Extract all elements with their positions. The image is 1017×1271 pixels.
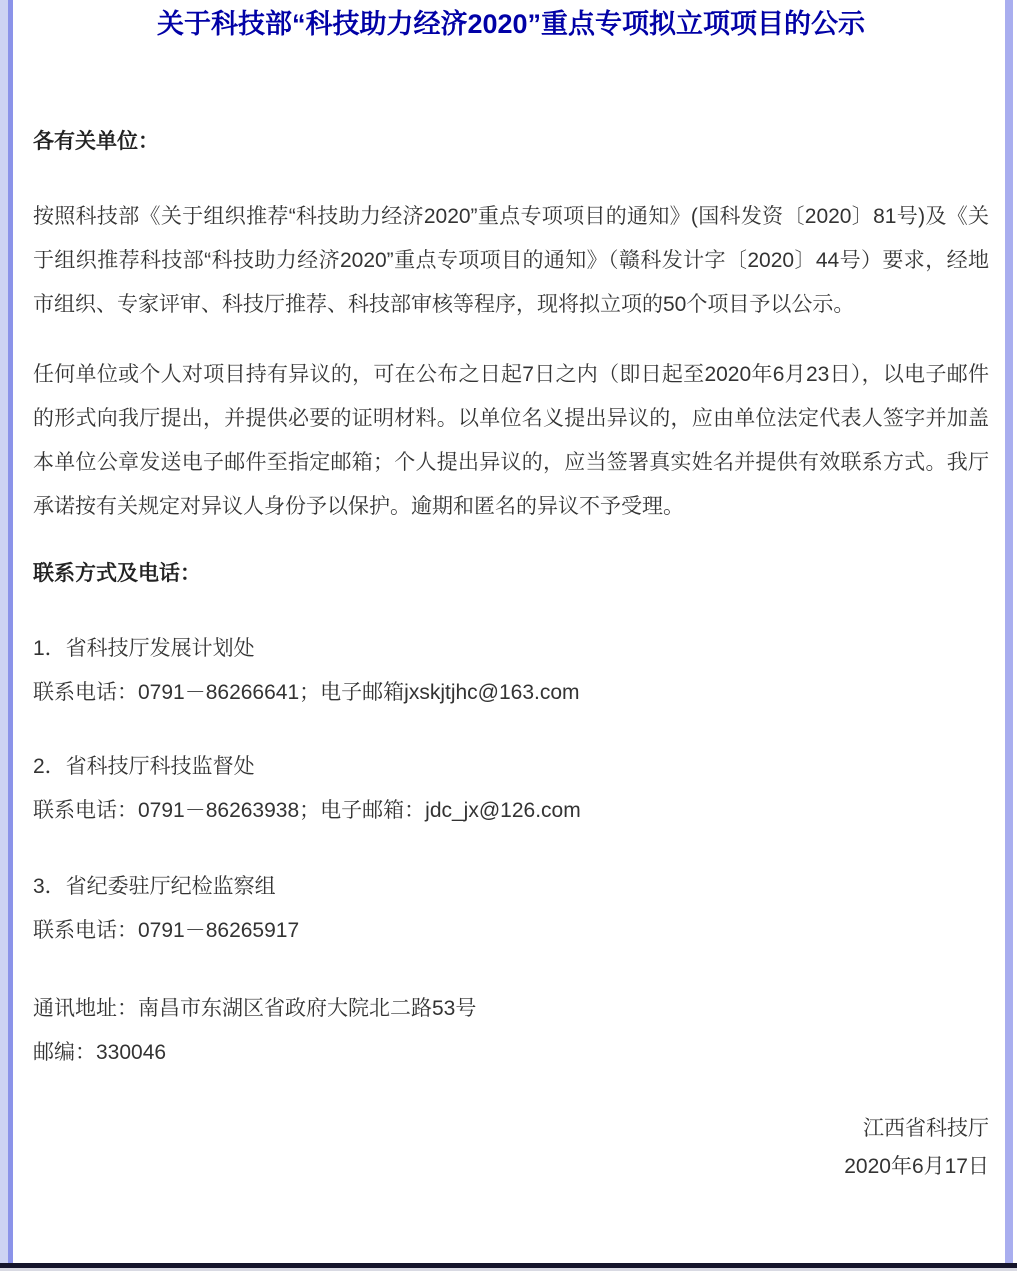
signature-date: 2020年6月17日 — [844, 1155, 989, 1178]
contact-detail: 联系电话：0791－86263938；电子邮箱：jdc_jx@126.com — [33, 799, 581, 822]
paragraph-basis: 按照科技部《关于组织推荐“科技助力经济2020”重点专项项目的通知》(国科发资〔2020〕81号)及《关于组织推荐科技部“科技助力经济2020”重点专项项目的通知》（赣科发计字〔2020〕44号）要求，经地市组织、专家评审、科技厅推荐、科技部审核等程序，现将拟立项的50个项目予以公示。 — [33, 205, 989, 316]
address-line: 通讯地址：南昌市东湖区省政府大院北二路53号 — [33, 997, 477, 1020]
mailing-address-block — [33, 987, 989, 1075]
signature-org: 江西省科技厅 — [863, 1117, 989, 1140]
contact-name: 2．省科技厅科技监督处 — [33, 755, 255, 778]
page-title: 关于科技部“科技助力经济2020”重点专项拟立项项目的公示 — [156, 9, 866, 39]
contact-item-supervision — [33, 745, 989, 833]
contact-name: 3．省纪委驻厅纪检监察组 — [33, 875, 276, 898]
paragraph-objection-rules: 任何单位或个人对项目持有异议的，可在公布之日起7日之内（即日起至2020年6月23日），以电子邮件的形式向我厅提出，并提供必要的证明材料。以单位名义提出异议的，应由单位法定代表人签字并加盖本单位公章发送电子邮件至指定邮箱；个人提出异议的，应当签署真实姓名并提供有效联系方式。我厅承诺按有关规定对异议人身份予以保护。逾期和匿名的异议不予受理。 — [33, 363, 989, 518]
left-outer-border-strip — [0, 0, 8, 1263]
contact-item-discipline-inspection — [33, 865, 989, 953]
postal-code-line: 邮编：330046 — [33, 1041, 167, 1064]
contact-detail: 联系电话：0791－86266641；电子邮箱jxskjtjhc@163.com — [33, 681, 580, 704]
document-content — [13, 0, 1005, 1186]
salutation: 各有关单位： — [33, 130, 159, 153]
signature-block — [33, 1110, 989, 1186]
contact-name: 1．省科技厅发展计划处 — [33, 637, 255, 660]
contact-item-development-planning — [33, 627, 989, 715]
contact-detail: 联系电话：0791－86265917 — [33, 919, 300, 942]
right-scrollbar-strip[interactable] — [1005, 0, 1013, 1263]
contacts-heading: 联系方式及电话： — [33, 562, 201, 585]
